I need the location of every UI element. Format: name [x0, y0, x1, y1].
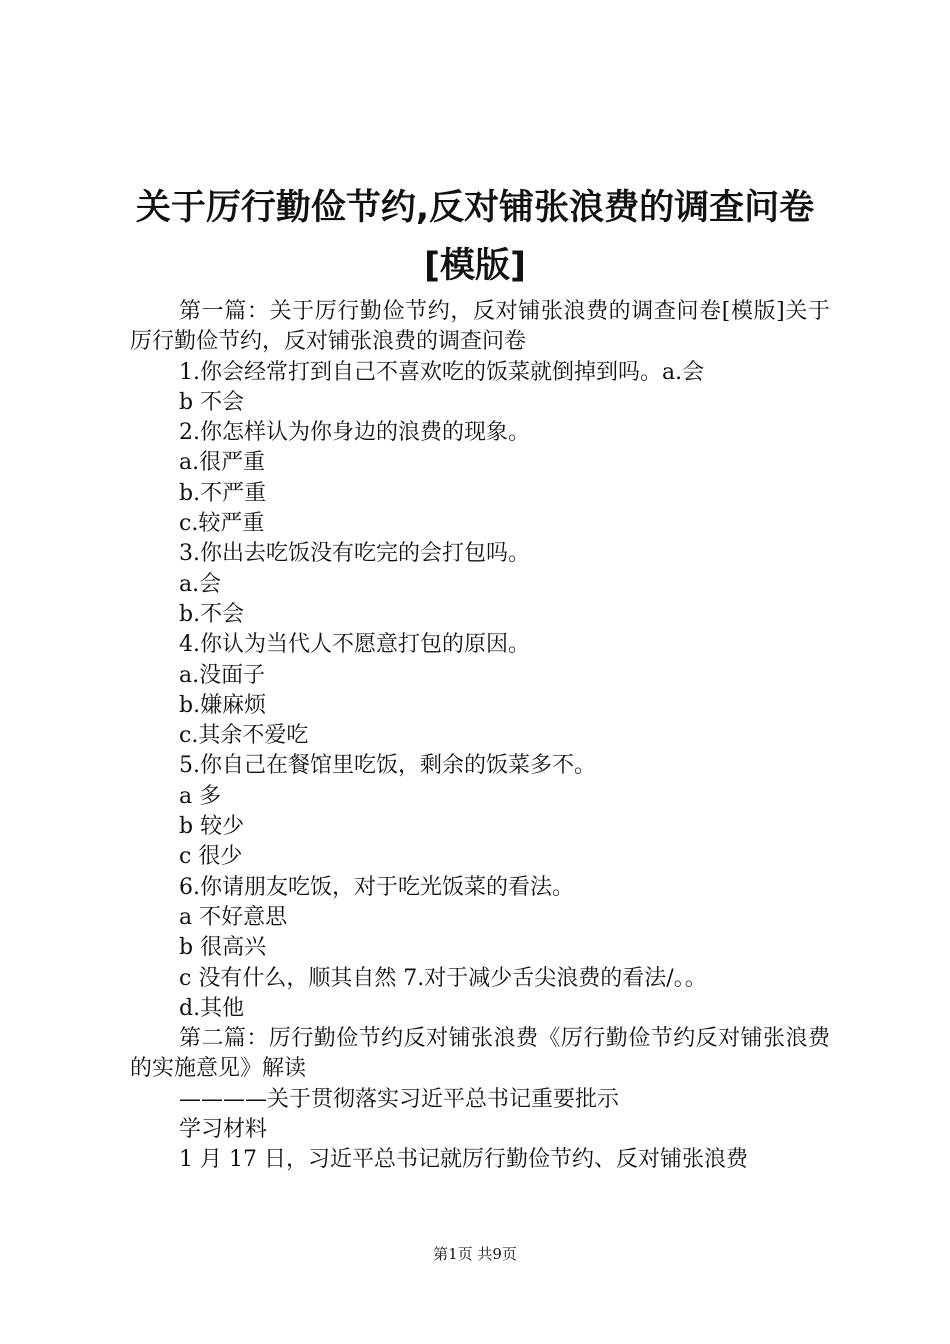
section-subtitle: 学习材料 — [179, 1117, 268, 1143]
document-body — [130, 297, 830, 1176]
document-title-subtitle: [模版] — [424, 246, 526, 286]
question-6: 6.你请朋友吃饭，对于吃光饭菜的看法。 — [179, 874, 574, 900]
answer-option: c.其余不爱吃 — [179, 723, 309, 749]
document-title: 关于厉行勤俭节约,反对铺张浪费的调查问卷 — [135, 188, 815, 228]
paragraph-part-1-intro: 第一篇：关于厉行勤俭节约，反对铺张浪费的调查问卷[模版]关于厉行勤俭节约，反对铺张浪费的调查问卷 — [130, 299, 830, 355]
answer-option: b.不严重 — [179, 480, 267, 506]
question-4: 4.你认为当代人不愿意打包的原因。 — [179, 632, 530, 658]
question-2: 2.你怎样认为你身边的浪费的现象。 — [179, 420, 530, 446]
paragraph-part-2-intro: 第二篇：厉行勤俭节约反对铺张浪费《厉行勤俭节约反对铺张浪费的实施意见》解读 — [130, 1026, 830, 1082]
question-1: 1.你会经常打到自己不喜欢吃的饭菜就倒掉到吗。a.会 — [179, 359, 705, 385]
answer-option: b 不会 — [179, 389, 245, 415]
answer-option: a 多 — [179, 783, 222, 809]
answer-option: b 较少 — [179, 814, 245, 840]
answer-option: c 没有什么，顺其自然 7.对于减少舌尖浪费的看法/。。 — [179, 965, 707, 991]
answer-option: a.会 — [179, 571, 222, 597]
question-3: 3.你出去吃饭没有吃完的会打包吗。 — [179, 541, 530, 567]
answer-option: c 很少 — [179, 844, 243, 870]
section-subtitle: ————关于贯彻落实习近平总书记重要批示 — [179, 1086, 620, 1112]
page-number: 第1页 共9页 — [433, 1245, 517, 1263]
answer-option: a 不好意思 — [179, 904, 288, 930]
answer-option: b 很高兴 — [179, 935, 267, 961]
answer-option: a.没面子 — [179, 662, 266, 688]
question-5: 5.你自己在餐馆里吃饭，剩余的饭菜多不。 — [179, 753, 596, 779]
answer-option: a.很严重 — [179, 450, 266, 476]
answer-option: b.嫌麻烦 — [179, 692, 267, 718]
answer-option: b.不会 — [179, 601, 245, 627]
paragraph-start: 1 月 17 日，习近平总书记就厉行勤俭节约、反对铺张浪费 — [179, 1147, 748, 1173]
answer-option: d.其他 — [179, 995, 245, 1021]
answer-option: c.较严重 — [179, 511, 265, 537]
